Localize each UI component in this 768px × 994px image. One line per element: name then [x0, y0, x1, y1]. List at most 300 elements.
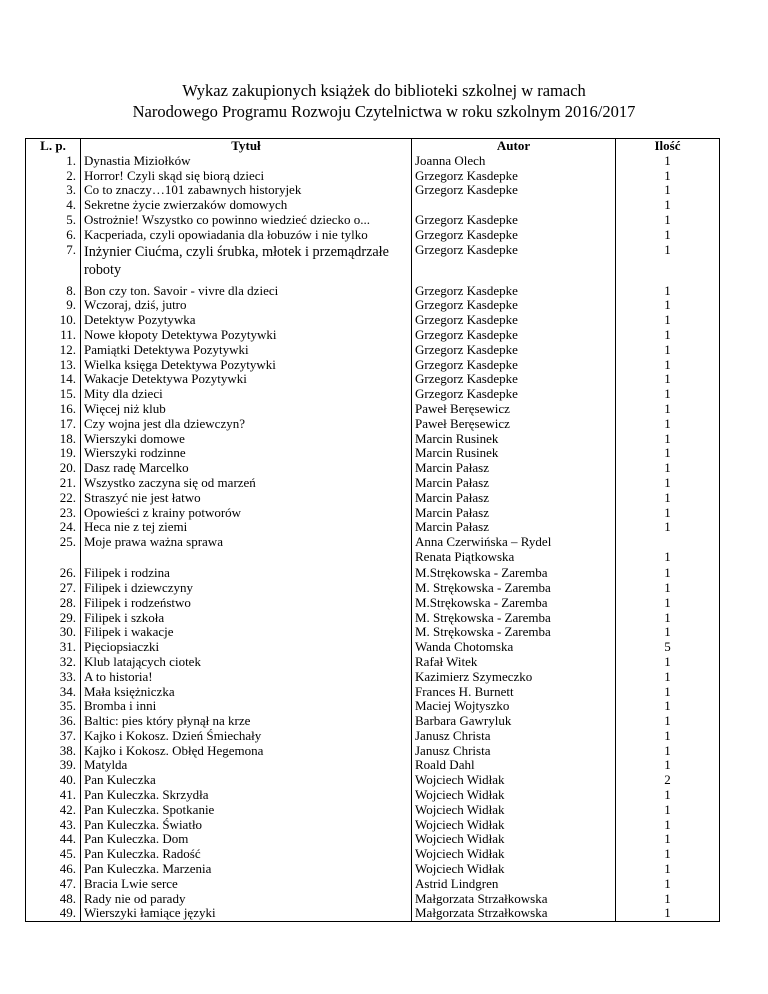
book-quantity: 1 — [616, 343, 720, 358]
author-name: M.Strękowska - Zaremba — [415, 595, 548, 610]
book-author — [412, 729, 616, 744]
book-title: Pan Kuleczka. Skrzydła — [81, 788, 412, 803]
book-quantity: 1 — [616, 491, 720, 506]
book-title: Bromba i inni — [81, 699, 412, 714]
table-row — [26, 432, 720, 447]
table-row — [26, 714, 720, 729]
table-row — [26, 640, 720, 655]
author-name: Astrid Lindgren — [415, 876, 499, 891]
author-name: Wojciech Widłak — [415, 773, 505, 788]
book-title: Filipek i wakacje — [81, 625, 412, 640]
book-quantity: 1 — [616, 372, 720, 387]
book-author — [412, 520, 616, 535]
table-body — [26, 154, 720, 922]
book-author — [412, 183, 616, 198]
book-title: Straszyć nie jest łatwo — [81, 491, 412, 506]
table-row — [26, 313, 720, 328]
book-author — [412, 283, 616, 299]
book-quantity: 1 — [616, 832, 720, 847]
book-quantity: 1 — [616, 402, 720, 417]
row-number: 46. — [26, 862, 81, 877]
table-row — [26, 169, 720, 184]
author-name: Marcin Pałasz — [415, 490, 490, 505]
row-number: 15. — [26, 387, 81, 402]
book-author — [412, 535, 616, 565]
book-author — [412, 228, 616, 243]
title-line-1: Wykaz zakupionych książek do biblioteki szkolnej w ramach — [182, 81, 586, 100]
table-row — [26, 699, 720, 714]
book-author — [412, 506, 616, 521]
book-title: Klub latających ciotek — [81, 655, 412, 670]
book-title: Wczoraj, dziś, jutro — [81, 298, 412, 313]
row-number: 29. — [26, 611, 81, 626]
book-title: Moje prawa ważna sprawa — [81, 535, 412, 565]
row-number: 16. — [26, 402, 81, 417]
row-number: 5. — [26, 213, 81, 228]
row-number: 45. — [26, 847, 81, 862]
book-title: Wierszyki domowe — [81, 432, 412, 447]
author-name: Marcin Rusinek — [415, 431, 499, 446]
book-title: Pamiątki Detektywa Pozytywki — [81, 343, 412, 358]
book-quantity: 1 — [616, 461, 720, 476]
row-number: 10. — [26, 313, 81, 328]
table-row — [26, 818, 720, 833]
book-quantity: 1 — [616, 596, 720, 611]
author-name: Grzegorz Kasdepke — [415, 342, 518, 357]
book-quantity: 1 — [616, 213, 720, 228]
table-row — [26, 417, 720, 432]
author-name: Wojciech Widłak — [415, 862, 505, 877]
author-name: Rafał Witek — [415, 654, 478, 669]
author-name: Wojciech Widłak — [415, 802, 505, 817]
book-author — [412, 169, 616, 184]
book-author — [412, 154, 616, 169]
book-author — [412, 640, 616, 655]
book-author — [412, 818, 616, 833]
author-name: M. Strękowska - Zaremba — [415, 610, 551, 625]
book-title: Kajko i Kokosz. Dzień Śmiechały — [81, 729, 412, 744]
row-number: 25. — [26, 535, 81, 565]
book-quantity: 5 — [616, 640, 720, 655]
book-title: Pięciopsiaczki — [81, 640, 412, 655]
book-author — [412, 581, 616, 596]
row-number: 28. — [26, 596, 81, 611]
book-author — [412, 243, 616, 283]
table-row — [26, 803, 720, 818]
book-author — [412, 491, 616, 506]
book-title: Sekretne życie zwierzaków domowych — [81, 198, 412, 213]
table-row — [26, 387, 720, 402]
table-row — [26, 183, 720, 198]
book-quantity: 1 — [616, 818, 720, 833]
book-quantity: 1 — [616, 729, 720, 744]
table-row — [26, 906, 720, 921]
book-quantity: 2 — [616, 773, 720, 788]
table-row — [26, 535, 720, 565]
book-quantity: 1 — [616, 625, 720, 640]
row-number: 8. — [26, 283, 81, 299]
table-row — [26, 565, 720, 581]
book-author — [412, 847, 616, 862]
book-quantity: 1 — [616, 892, 720, 907]
row-number: 32. — [26, 655, 81, 670]
row-number: 4. — [26, 198, 81, 213]
book-quantity: 1 — [616, 358, 720, 373]
row-number: 40. — [26, 773, 81, 788]
row-number: 47. — [26, 877, 81, 892]
row-number: 33. — [26, 670, 81, 685]
book-quantity: 1 — [616, 476, 720, 491]
row-number: 22. — [26, 491, 81, 506]
book-quantity: 1 — [616, 417, 720, 432]
book-quantity: 1 — [616, 744, 720, 759]
author-name: Maciej Wojtyszko — [415, 699, 510, 714]
book-title: Baltic: pies który płynął na krze — [81, 714, 412, 729]
book-title: Matylda — [81, 758, 412, 773]
author-name: Wanda Chotomska — [415, 640, 514, 655]
table-row — [26, 744, 720, 759]
table-row — [26, 228, 720, 243]
book-title: Wierszyki łamiące języki — [81, 906, 412, 921]
table-row — [26, 402, 720, 417]
author-name: Frances H. Burnett — [415, 684, 514, 699]
author-name: Barbara Gawryluk — [415, 714, 512, 729]
book-quantity: 1 — [616, 758, 720, 773]
book-author — [412, 387, 616, 402]
book-author — [412, 432, 616, 447]
book-title: Filipek i rodzeństwo — [81, 596, 412, 611]
row-number: 7. — [26, 243, 81, 283]
book-author — [412, 417, 616, 432]
book-quantity: 1 — [616, 183, 720, 198]
book-quantity: 1 — [616, 535, 720, 565]
book-author — [412, 596, 616, 611]
row-number: 36. — [26, 714, 81, 729]
book-author — [412, 476, 616, 491]
book-title: Heca nie z tej ziemi — [81, 520, 412, 535]
author-name: Paweł Beręsewicz — [415, 401, 510, 416]
header-author: Autor — [412, 139, 616, 154]
row-number: 23. — [26, 506, 81, 521]
row-number: 2. — [26, 169, 81, 184]
table-row — [26, 243, 720, 283]
author-name: Wojciech Widłak — [415, 817, 505, 832]
book-author — [412, 565, 616, 581]
author-name: Anna Czerwińska – Rydel — [415, 535, 552, 550]
row-number: 48. — [26, 892, 81, 907]
book-title: Pan Kuleczka. Marzenia — [81, 862, 412, 877]
book-title: Mała księżniczka — [81, 685, 412, 700]
book-title: Kajko i Kokosz. Obłęd Hegemona — [81, 744, 412, 759]
header-lp: L. p. — [26, 139, 81, 154]
table-row — [26, 358, 720, 373]
book-title: Nowe kłopoty Detektywa Pozytywki — [81, 328, 412, 343]
row-number: 44. — [26, 832, 81, 847]
book-author — [412, 213, 616, 228]
book-quantity: 1 — [616, 655, 720, 670]
row-number: 21. — [26, 476, 81, 491]
book-quantity: 1 — [616, 506, 720, 521]
book-author — [412, 446, 616, 461]
table-row — [26, 461, 720, 476]
book-quantity: 1 — [616, 714, 720, 729]
row-number: 6. — [26, 228, 81, 243]
book-author — [412, 298, 616, 313]
book-author — [412, 788, 616, 803]
book-title: A to historia! — [81, 670, 412, 685]
author-name: Małgorzata Strzałkowska — [415, 906, 548, 921]
book-title: Mity dla dzieci — [81, 387, 412, 402]
row-number: 11. — [26, 328, 81, 343]
row-number: 42. — [26, 803, 81, 818]
book-quantity: 1 — [616, 670, 720, 685]
row-number: 19. — [26, 446, 81, 461]
book-title: Opowieści z krainy potworów — [81, 506, 412, 521]
row-number: 39. — [26, 758, 81, 773]
author-name: Janusz Christa — [415, 728, 491, 743]
author-name: Grzegorz Kasdepke — [415, 372, 518, 387]
row-number: 43. — [26, 818, 81, 833]
book-author — [412, 699, 616, 714]
row-number: 12. — [26, 343, 81, 358]
book-author — [412, 892, 616, 907]
book-title: Więcej niż klub — [81, 402, 412, 417]
author-name: Małgorzata Strzałkowska — [415, 891, 548, 906]
book-title: Rady nie od parady — [81, 892, 412, 907]
book-title: Ostrożnie! Wszystko co powinno wiedzieć dziecko o... — [81, 213, 412, 228]
book-title: Wierszyki rodzinne — [81, 446, 412, 461]
table-row — [26, 198, 720, 213]
table-row — [26, 446, 720, 461]
book-quantity: 1 — [616, 611, 720, 626]
table-row — [26, 372, 720, 387]
book-title: Wszystko zaczyna się od marzeń — [81, 476, 412, 491]
book-author — [412, 313, 616, 328]
row-number: 30. — [26, 625, 81, 640]
book-title: Horror! Czyli skąd się biorą dzieci — [81, 169, 412, 184]
book-quantity: 1 — [616, 432, 720, 447]
book-quantity: 1 — [616, 520, 720, 535]
table-row — [26, 520, 720, 535]
row-number: 37. — [26, 729, 81, 744]
book-title: Inżynier Ciućma, czyli śrubka, młotek i przemądrzałe roboty — [81, 243, 412, 283]
row-number: 14. — [26, 372, 81, 387]
author-name: Grzegorz Kasdepke — [415, 387, 518, 402]
book-quantity: 1 — [616, 283, 720, 299]
author-name: Grzegorz Kasdepke — [415, 327, 518, 342]
row-number: 9. — [26, 298, 81, 313]
table-row — [26, 343, 720, 358]
table-row — [26, 611, 720, 626]
book-title: Dasz radę Marcelko — [81, 461, 412, 476]
book-quantity: 1 — [616, 228, 720, 243]
book-author — [412, 402, 616, 417]
book-quantity: 1 — [616, 243, 720, 283]
author-name: Marcin Pałasz — [415, 475, 490, 490]
book-author — [412, 685, 616, 700]
book-author — [412, 611, 616, 626]
table-row — [26, 847, 720, 862]
author-name: Grzegorz Kasdepke — [415, 212, 518, 227]
book-author — [412, 773, 616, 788]
table-row — [26, 491, 720, 506]
table-row — [26, 877, 720, 892]
book-author — [412, 625, 616, 640]
table-row — [26, 596, 720, 611]
author-name: Grzegorz Kasdepke — [415, 183, 518, 198]
author-name: Janusz Christa — [415, 743, 491, 758]
book-quantity: 1 — [616, 328, 720, 343]
book-quantity: 1 — [616, 906, 720, 921]
book-quantity: 1 — [616, 847, 720, 862]
book-author — [412, 862, 616, 877]
book-author — [412, 877, 616, 892]
book-author — [412, 832, 616, 847]
row-number: 20. — [26, 461, 81, 476]
book-author — [412, 461, 616, 476]
row-number: 27. — [26, 581, 81, 596]
table-row — [26, 476, 720, 491]
row-number: 35. — [26, 699, 81, 714]
book-title: Pan Kuleczka. Dom — [81, 832, 412, 847]
row-number: 3. — [26, 183, 81, 198]
author-name-secondary: Renata Piątkowska — [415, 548, 515, 564]
book-quantity: 1 — [616, 788, 720, 803]
author-name: M.Strękowska - Zaremba — [415, 565, 548, 581]
books-table — [25, 138, 720, 922]
row-number: 1. — [26, 154, 81, 169]
book-title: Pan Kuleczka — [81, 773, 412, 788]
book-title: Filipek i dziewczyny — [81, 581, 412, 596]
table-row — [26, 892, 720, 907]
book-title: Wielka księga Detektywa Pozytywki — [81, 358, 412, 373]
book-author — [412, 714, 616, 729]
author-name: Paweł Beręsewicz — [415, 416, 510, 431]
table-row — [26, 283, 720, 299]
row-number: 18. — [26, 432, 81, 447]
book-quantity: 1 — [616, 803, 720, 818]
table-row — [26, 213, 720, 228]
author-name: M. Strękowska - Zaremba — [415, 580, 551, 595]
book-quantity: 1 — [616, 154, 720, 169]
book-author — [412, 372, 616, 387]
author-name: Grzegorz Kasdepke — [415, 168, 518, 183]
author-name: Marcin Pałasz — [415, 520, 490, 535]
book-quantity: 1 — [616, 699, 720, 714]
book-quantity: 1 — [616, 169, 720, 184]
book-quantity: 1 — [616, 446, 720, 461]
author-name: M. Strękowska - Zaremba — [415, 625, 551, 640]
book-title: Filipek i rodzina — [81, 565, 412, 581]
table-row — [26, 788, 720, 803]
book-author — [412, 328, 616, 343]
book-author — [412, 758, 616, 773]
book-title: Pan Kuleczka. Spotkanie — [81, 803, 412, 818]
book-author — [412, 198, 616, 213]
row-number: 34. — [26, 685, 81, 700]
table-row — [26, 832, 720, 847]
author-name: Grzegorz Kasdepke — [415, 298, 518, 313]
book-quantity: 1 — [616, 198, 720, 213]
book-author — [412, 803, 616, 818]
table-header-row — [26, 139, 720, 154]
book-title: Detektyw Pozytywka — [81, 313, 412, 328]
book-title: Wakacje Detektywa Pozytywki — [81, 372, 412, 387]
book-title: Pan Kuleczka. Radość — [81, 847, 412, 862]
table-row — [26, 773, 720, 788]
book-quantity: 1 — [616, 298, 720, 313]
table-row — [26, 670, 720, 685]
author-name: Wojciech Widłak — [415, 847, 505, 862]
table-row — [26, 328, 720, 343]
book-author — [412, 655, 616, 670]
header-title: Tytuł — [81, 139, 412, 154]
book-quantity: 1 — [616, 313, 720, 328]
row-number: 26. — [26, 565, 81, 581]
table-row — [26, 862, 720, 877]
author-name: Marcin Pałasz — [415, 505, 490, 520]
row-number: 38. — [26, 744, 81, 759]
book-author — [412, 358, 616, 373]
book-author — [412, 906, 616, 921]
row-number: 41. — [26, 788, 81, 803]
book-quantity: 1 — [616, 862, 720, 877]
row-number: 31. — [26, 640, 81, 655]
book-title: Bon czy ton. Savoir - vivre dla dzieci — [81, 283, 412, 299]
author-name: Joanna Olech — [415, 153, 486, 168]
author-name: Marcin Pałasz — [415, 461, 490, 476]
author-name: Wojciech Widłak — [415, 788, 505, 803]
book-quantity: 1 — [616, 565, 720, 581]
table-row — [26, 655, 720, 670]
book-quantity: 1 — [616, 581, 720, 596]
table-row — [26, 506, 720, 521]
book-title: Bracia Lwie serce — [81, 877, 412, 892]
book-title: Dynastia Miziołków — [81, 154, 412, 169]
document-title — [0, 80, 768, 122]
author-name: Marcin Rusinek — [415, 446, 499, 461]
book-title: Kacperiada, czyli opowiadania dla łobuzów i nie tylko — [81, 228, 412, 243]
table-row — [26, 298, 720, 313]
author-name: Grzegorz Kasdepke — [415, 282, 518, 298]
author-name: Kazimierz Szymeczko — [415, 669, 533, 684]
table-row — [26, 625, 720, 640]
book-quantity: 1 — [616, 387, 720, 402]
table-row — [26, 758, 720, 773]
row-number: 49. — [26, 906, 81, 921]
table-row — [26, 154, 720, 169]
author-name: Wojciech Widłak — [415, 832, 505, 847]
book-title: Co to znaczy…101 zabawnych historyjek — [81, 183, 412, 198]
author-name: Grzegorz Kasdepke — [415, 357, 518, 372]
row-number: 24. — [26, 520, 81, 535]
book-author — [412, 343, 616, 358]
book-title: Pan Kuleczka. Światło — [81, 818, 412, 833]
book-title: Filipek i szkoła — [81, 611, 412, 626]
row-number: 13. — [26, 358, 81, 373]
table-row — [26, 729, 720, 744]
author-name: Grzegorz Kasdepke — [415, 242, 518, 257]
author-name: Grzegorz Kasdepke — [415, 227, 518, 242]
book-quantity: 1 — [616, 877, 720, 892]
table-row — [26, 581, 720, 596]
row-number: 17. — [26, 417, 81, 432]
book-author — [412, 670, 616, 685]
title-line-2: Narodowego Programu Rozwoju Czytelnictwa w roku szkolnym 2016/2017 — [132, 102, 636, 121]
book-title: Czy wojna jest dla dziewczyn? — [81, 417, 412, 432]
header-qty: Ilość — [616, 139, 720, 154]
author-name: Grzegorz Kasdepke — [415, 313, 518, 328]
